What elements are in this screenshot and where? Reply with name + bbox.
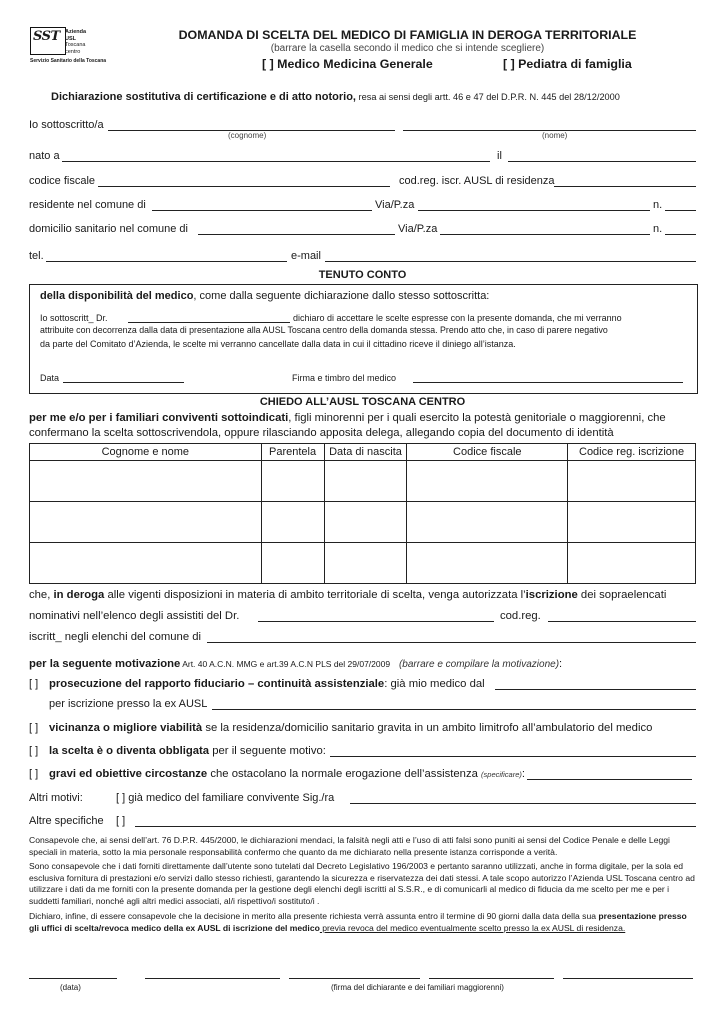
motivo-4-text xyxy=(49,768,525,780)
legal-p3-text: Dichiaro, infine, di essere consapevole che la decisione in merito alla presente richiesta verrà assunta entro il termine di 90 giorni dalla data della sua xyxy=(29,911,599,921)
signature-field-3[interactable] xyxy=(429,978,554,979)
motivo-3-rest: per il seguente motivo: xyxy=(209,745,326,757)
table-row xyxy=(30,502,696,543)
doctor-prefix: Io sottoscritt_ Dr. xyxy=(40,313,108,323)
motivo-2-checkbox[interactable]: [ ] xyxy=(29,722,39,734)
table-cell[interactable] xyxy=(407,502,568,543)
chiedo-line-2: confermano la scelta sottoscrivendola, oppure rilasciando apposita delega, allegando copia del documento di identità xyxy=(29,427,614,439)
domicilio-via-field[interactable] xyxy=(440,234,650,235)
motivo-3-checkbox[interactable]: [ ] xyxy=(29,745,39,757)
iscrizione-bold: iscrizione xyxy=(525,589,578,601)
legal-paragraph-3 xyxy=(29,911,696,934)
motivo-1-rest: : già mio medico dal xyxy=(384,678,485,690)
doctor-text-1: dichiaro di accettare le scelte espresse con la presente domanda, che mi verranno xyxy=(293,313,622,323)
motivo-1-text xyxy=(49,678,485,690)
nato-a-field[interactable] xyxy=(62,161,490,162)
data-nascita-field[interactable] xyxy=(508,161,696,162)
deroga-bold: in deroga xyxy=(53,589,105,601)
table-header-cell: Cognome e nome xyxy=(30,444,262,461)
email-label: e-mail xyxy=(291,250,321,262)
familiare-convivente-field[interactable] xyxy=(350,803,696,804)
doctor-data-label: Data xyxy=(40,373,60,383)
table-cell[interactable] xyxy=(568,502,696,543)
legal-paragraph-1: Consapevole che, ai sensi dell’art. 76 D.P.R. 445/2000, le dichiarazioni mendaci, la falsità negli atti e l’uso di atti falsi sono puniti ai sensi del Codice Penale e delle Leggi speciali in materia, sotto la mia personale responsabilità confermo che quanto da me dichiarato nella presente istanza corrisponde a verità. xyxy=(29,835,670,857)
motivo-4-rest: che ostacolano la normale erogazione dell’assistenza xyxy=(207,768,478,780)
table-cell[interactable] xyxy=(324,461,407,502)
table-header-cell: Codice reg. iscrizione xyxy=(568,444,696,461)
disponibilita-bold: della disponibilità del medico xyxy=(40,290,194,302)
numero-label-2: n. xyxy=(653,223,663,235)
doctor-text-2: attribuite con decorrenza dalla data di presentazione alla AUSL Toscana centro della domanda stessa. Prendo atto che, in caso di parere negativo xyxy=(40,325,608,335)
ex-ausl-label: per iscrizione presso la ex AUSL xyxy=(49,698,208,710)
residente-via-field[interactable] xyxy=(418,210,650,211)
table-cell[interactable] xyxy=(30,461,262,502)
gia-medico-dal-field[interactable] xyxy=(495,689,696,690)
logo-org-line: Azienda xyxy=(65,29,87,35)
logo-org-line: USL xyxy=(65,35,76,42)
logo-subtitle: Servizio Sanitario della Toscana xyxy=(30,58,107,64)
nominativi-label: nominativi nell’elenco degli assistiti del Dr. xyxy=(29,610,240,622)
table-header-row xyxy=(30,444,696,461)
table-cell[interactable] xyxy=(261,543,324,584)
altre-specifiche-field[interactable] xyxy=(135,826,696,827)
nome-caption: (nome) xyxy=(542,131,568,140)
tenuto-conto-heading: TENUTO CONTO xyxy=(318,269,407,281)
altre-specifiche-checkbox[interactable]: [ ] xyxy=(116,815,126,827)
motivazione-bold: per la seguente motivazione xyxy=(29,658,181,670)
table-cell[interactable] xyxy=(324,543,407,584)
signature-field-1[interactable] xyxy=(145,978,280,979)
table-cell[interactable] xyxy=(30,502,262,543)
cognome-caption: (cognome) xyxy=(228,131,267,140)
signature-field-2[interactable] xyxy=(289,978,420,979)
altri-motivi-option[interactable]: [ ] già medico del familiare convivente Sig./ra xyxy=(116,792,335,804)
form-title: DOMANDA DI SCELTA DEL MEDICO DI FAMIGLIA IN DEROGA TERRITORIALE xyxy=(178,28,637,42)
nato-a-label: nato a xyxy=(29,150,60,162)
disponibilita-rest: , come dalla seguente dichiarazione dallo stesso sottoscritta: xyxy=(193,290,490,302)
motivo-4-colon: : xyxy=(521,768,526,780)
table-row xyxy=(30,543,696,584)
doctor-text-3: da parte del Comitato d’Azienda, le scelte mi verranno cancellate dalla data in cui il cittadino riceve il diniego all’istanza. xyxy=(40,339,516,349)
dr-codreg-field[interactable] xyxy=(548,621,696,622)
disponibilita-line xyxy=(40,290,489,302)
signature-date-field[interactable] xyxy=(29,978,117,979)
doctor-data-field[interactable] xyxy=(63,382,184,383)
comune-elenchi-field[interactable] xyxy=(207,642,696,643)
table-cell[interactable] xyxy=(407,461,568,502)
dr-name-field[interactable] xyxy=(258,621,494,622)
table-cell[interactable] xyxy=(30,543,262,584)
cod-reg-label: cod.reg. iscr. AUSL di residenza xyxy=(399,175,555,187)
altre-specifiche-label: Altre specifiche xyxy=(29,815,104,827)
signature-field-4[interactable] xyxy=(563,978,693,979)
motivazione-line xyxy=(29,654,562,672)
deroga-text: che, xyxy=(29,589,54,601)
ex-ausl-field[interactable] xyxy=(212,709,696,710)
table-cell[interactable] xyxy=(407,543,568,584)
declaration-bold: Dichiarazione sostitutiva di certificazione e di atto notorio, xyxy=(51,91,356,103)
logo-org-line: Toscana xyxy=(65,42,86,48)
iscritt-label: iscritt_ negli elenchi del comune di xyxy=(29,631,202,643)
sottoscritto-label: Io sottoscritto/a xyxy=(29,119,104,131)
motivazione-italic: (barrare e compilare la motivazione) xyxy=(398,659,560,670)
domicilio-comune-field[interactable] xyxy=(198,234,395,235)
motivo-4-checkbox[interactable]: [ ] xyxy=(29,768,39,780)
motivazione-small: Art. 40 A.C.N. MMG e art.39 A.C.N PLS del 29/07/2009 xyxy=(180,659,391,669)
deroga-line-1 xyxy=(29,589,666,601)
codice-fiscale-field[interactable] xyxy=(98,186,390,187)
table-cell[interactable] xyxy=(261,502,324,543)
logo-org-line: centro xyxy=(65,48,81,55)
familiari-table xyxy=(29,443,696,584)
altri-motivi-label: Altri motivi: xyxy=(29,792,83,804)
legal-p3-underlined: previa revoca del medico eventualmente scelto presso la ex AUSL di residenza. xyxy=(319,922,626,933)
numero-label-1: n. xyxy=(653,199,663,211)
chiedo-line-1 xyxy=(29,412,666,424)
residente-numero-field[interactable] xyxy=(665,210,696,211)
motivo-4-italic: (specificare) xyxy=(481,770,522,779)
table-cell[interactable] xyxy=(568,461,696,502)
motivazione-colon: : xyxy=(559,658,563,670)
legal-paragraph-2: Sono consapevole che i dati forniti direttamente dall’utente sono tutelati dal Decreto Legislativo 196/2003 e pertanto saranno utilizzati, anche in forma digitale, per la sola ed esclusiva fornitura di prestazioni e/o servizi dallo stesso richiesti, garantendo la sicurezza e riservatezza dei dati stessi. A tale scopo autorizzo l’Azienda USL Toscana centro ad utilizzare i dati da me forniti con la presente domanda per la gestione degli elenchi degli iscritti al S.S.R., e di comunicarli al medico di fiducia da me scelto per me e per i suddetti familiari, nonché agli altri medici associati, al/i rispettivo/i sostituto/i . xyxy=(29,861,695,906)
residente-comune-field[interactable] xyxy=(152,210,372,211)
signature-firma-caption: (firma del dichiarante e dei familiari maggiorenni) xyxy=(331,983,504,992)
legal-p3-bold: presentazione presso gli uffici di scelta/revoca medico della ex AUSL di iscrizione del medico xyxy=(29,911,687,933)
motivo-3-bold: la scelta è o diventa obbligata xyxy=(49,745,210,757)
motivo-obbligato-field[interactable] xyxy=(330,756,696,757)
tel-field[interactable] xyxy=(46,261,287,262)
motivo-3-text xyxy=(49,745,326,757)
domicilio-label: domicilio sanitario nel comune di xyxy=(29,223,188,235)
table-header-cell: Data di nascita xyxy=(324,444,407,461)
table-cell[interactable] xyxy=(261,461,324,502)
chiedo-heading: CHIEDO ALL’AUSL TOSCANA CENTRO xyxy=(259,396,466,408)
motivo-2-bold: vicinanza o migliore viabilità xyxy=(49,722,203,734)
tel-label: tel. xyxy=(29,250,44,262)
chiedo-rest: , figli minorenni per i quali esercito la potestà genitoriale o maggiorenni, che xyxy=(288,412,666,424)
domicilio-numero-field[interactable] xyxy=(665,234,696,235)
motivo-4-bold: gravi ed obiettive circostanze xyxy=(49,768,208,780)
il-label: il xyxy=(497,150,502,162)
table-header-cell: Parentela xyxy=(261,444,324,461)
via-label-2: Via/P.za xyxy=(398,223,438,235)
motivo-1-bold: prosecuzione del rapporto fiduciario – continuità assistenziale xyxy=(49,678,385,690)
deroga-text: dei sopraelencati xyxy=(577,589,667,601)
table-cell[interactable] xyxy=(568,543,696,584)
declaration-rest: resa ai sensi degli artt. 46 e 47 del D.P.R. N. 445 del 28/12/2000 xyxy=(356,92,620,102)
doctor-name-field[interactable] xyxy=(128,322,290,323)
email-field[interactable] xyxy=(325,261,696,262)
table-header-cell: Codice fiscale xyxy=(407,444,568,461)
codice-fiscale-label: codice fiscale xyxy=(29,175,96,187)
via-label-1: Via/P.za xyxy=(375,199,415,211)
residente-label: residente nel comune di xyxy=(29,199,146,211)
option-medico-mmg[interactable]: [ ] Medico Medicina Generale xyxy=(262,57,433,71)
logo-brand: SST xyxy=(33,29,60,44)
table-row xyxy=(30,461,696,502)
form-subtitle: (barrare la casella secondo il medico che si intende scegliere) xyxy=(270,43,545,54)
signature-date-caption: (data) xyxy=(60,983,81,992)
codreg-label: cod.reg. xyxy=(500,610,541,622)
deroga-text: alle vigenti disposizioni in materia di ambito territoriale di scelta, venga autorizzata l’ xyxy=(104,589,526,601)
circostanze-field[interactable] xyxy=(527,779,692,780)
motivo-1-checkbox[interactable]: [ ] xyxy=(29,678,39,690)
doctor-firma-field[interactable] xyxy=(413,382,683,383)
chiedo-bold: per me e/o per i familiari conviventi sottoindicati xyxy=(29,412,289,424)
declaration-line xyxy=(51,91,620,103)
motivo-2-rest: se la residenza/domicilio sanitario gravita in un ambito limitrofo all’ambulatorio del medico xyxy=(202,722,653,734)
cod-reg-field[interactable] xyxy=(554,186,696,187)
doctor-firma-label: Firma e timbro del medico xyxy=(292,373,397,383)
table-cell[interactable] xyxy=(324,502,407,543)
option-pediatra[interactable]: [ ] Pediatra di famiglia xyxy=(503,57,632,71)
motivo-2-text xyxy=(49,722,652,734)
